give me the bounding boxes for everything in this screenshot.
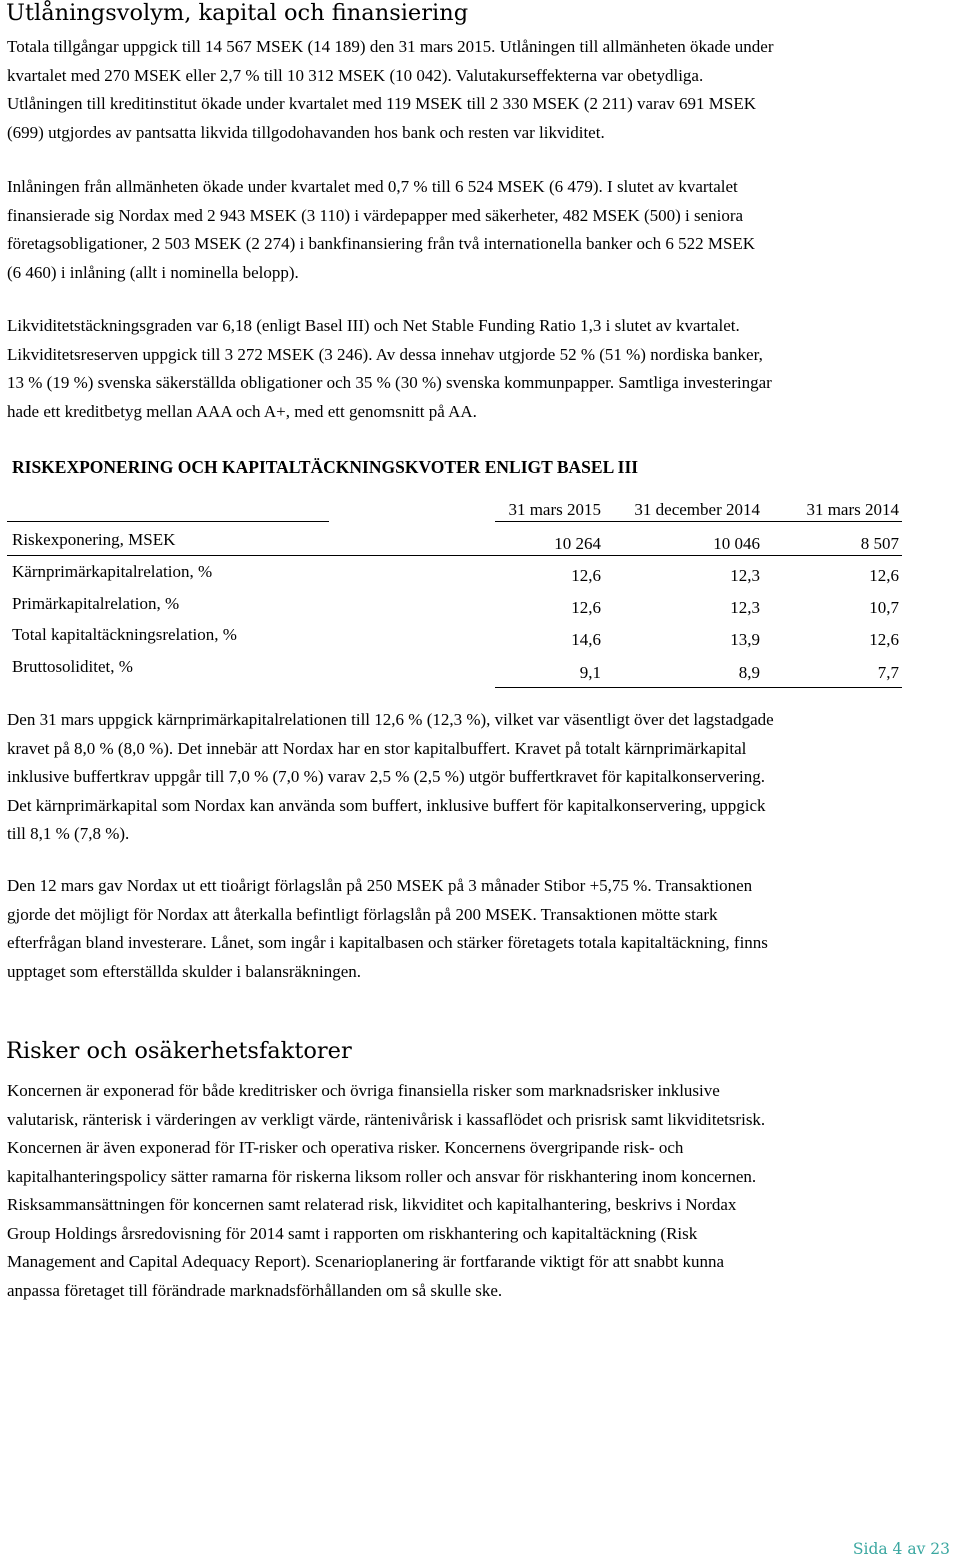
text-line: efterfrågan bland investerare. Lånet, som ingår i kapitalbasen och stärker företagets totala kapitaltäckning, finns	[7, 933, 768, 952]
column-header: 31 mars 2014	[806, 500, 899, 519]
section-heading-risks: Risker och osäkerhetsfaktorer	[6, 1038, 352, 1064]
text-line: Det kärnprimärkapital som Nordax kan använda som buffert, inklusive buffert för kapitalkonservering, uppgick	[7, 795, 766, 815]
text-line: till 8,1 % (7,8 %).	[7, 824, 130, 843]
cell-value: 10 264	[554, 534, 601, 553]
text-line: 13 % (19 %) svenska säkerställda obligationer och 35 % (30 %) svenska kommunpapper. Samtliga investeringar	[7, 373, 772, 392]
text-line: valutarisk, ränterisk i värderingen av verkligt värde, räntenivårisk i kassaflödet och prisrisk samt likviditetsrisk.	[7, 1109, 766, 1129]
text-line: kravet på 8,0 % (8,0 %). Det innebär att Nordax har en stor kapitalbuffert. Kravet på totalt kärnprimärkapital	[7, 738, 747, 758]
table-header-rule	[7, 521, 329, 522]
row-label: Riskexponering, MSEK	[12, 530, 176, 549]
cell-value: 12,3	[730, 566, 760, 585]
text-line: Utlåningen till kreditinstitut ökade under kvartalet med 119 MSEK till 2 330 MSEK (2 211) varav 691 MSEK	[7, 94, 756, 113]
text-line: Den 12 mars gav Nordax ut ett tioårigt förlagslån på 250 MSEK på 3 månader Stibor +5,75 %. Transaktionen	[7, 876, 753, 895]
capital-ratio-table	[0, 0, 960, 700]
cell-value: 9,1	[579, 663, 601, 682]
text-line: företagsobligationer, 2 503 MSEK (2 274) i bankfinansiering från två internationella banker och 6 522 MSEK	[7, 234, 756, 253]
text-line: finansierade sig Nordax med 2 943 MSEK (3 110) i värdepapper med säkerheter, 482 MSEK (500) i seniora	[7, 205, 744, 225]
row-label: Bruttosoliditet, %	[12, 657, 133, 676]
text-line: upptaget som efterställda skulder i balansräkningen.	[7, 961, 362, 981]
cell-value: 12,6	[869, 630, 899, 649]
text-line: kvartalet med 270 MSEK eller 2,7 % till 10 312 MSEK (10 042). Valutakurseffekterna var obetydliga.	[7, 65, 704, 85]
cell-value: 14,6	[571, 630, 601, 649]
cell-value: 12,6	[869, 566, 899, 585]
row-label: Kärnprimärkapitalrelation, %	[12, 562, 213, 581]
text-line: hade ett kreditbetyg mellan AAA och A+, med ett genomsnitt på AA.	[7, 401, 477, 421]
text-line: gjorde det möjligt för Nordax att återkalla befintligt förlagslån på 200 MSEK. Transaktionen mötte stark	[7, 904, 718, 924]
column-header: 31 mars 2015	[508, 500, 601, 519]
cell-value: 12,6	[571, 566, 601, 585]
cell-value: 10,7	[869, 598, 899, 617]
paragraph-capital-ratio	[7, 706, 952, 849]
cell-value: 7,7	[877, 663, 899, 682]
text-line: Koncernen är exponerad för både kreditrisker och övriga finansiella risker som marknadsrisker inklusive	[7, 1081, 720, 1100]
text-line: kapitalhanteringspolicy sätter ramarna för riskerna liksom roller och ansvar för riskhantering inom koncernen.	[7, 1166, 757, 1186]
section-heading-lending: Utlåningsvolym, kapital och finansiering	[6, 0, 469, 26]
paragraph-risks	[7, 1077, 952, 1305]
column-header: 31 december 2014	[634, 500, 760, 519]
row-label: Total kapitaltäckningsrelation, %	[12, 625, 237, 644]
row-label: Primärkapitalrelation, %	[12, 594, 180, 613]
cell-value: 13,9	[730, 630, 760, 649]
table-bottom-rule	[495, 687, 902, 688]
text-line: (6 460) i inlåning (allt i nominella belopp).	[7, 262, 299, 282]
cell-value: 10 046	[713, 534, 760, 553]
text-line: Inlåningen från allmänheten ökade under kvartalet med 0,7 % till 6 524 MSEK (6 479). I slutet av kvartalet	[7, 177, 738, 196]
cell-value: 8,9	[738, 663, 760, 682]
text-line: Management and Capital Adequacy Report). Scenarioplanering är fortfarande viktigt för att snabbt kunna	[7, 1252, 725, 1271]
text-line: Group Holdings årsredovisning för 2014 samt i rapporten om riskhantering och kapitaltäckning (Risk	[7, 1223, 698, 1243]
text-line: anpassa företaget till förändrade marknadsförhållanden om så skulle ske.	[7, 1280, 503, 1300]
paragraph-subordinated-loan	[7, 872, 952, 986]
text-line: Totala tillgångar uppgick till 14 567 MSEK (14 189) den 31 mars 2015. Utlåningen till allmänheten ökade under	[7, 37, 774, 56]
text-line: Den 31 mars uppgick kärnprimärkapitalrelationen till 12,6 % (12,3 %), vilket var väsentligt över det lagstadgade	[7, 710, 774, 729]
table-title: RISKEXPONERING OCH KAPITALTÄCKNINGSKVOTER ENLIGT BASEL III	[12, 457, 639, 477]
page-number: Sida 4 av 23	[852, 1540, 950, 1558]
text-line: inklusive buffertkrav uppgår till 7,0 % (7,0 %) varav 2,5 % (2,5 %) utgör buffertkravet för kapitalkonservering.	[7, 767, 766, 786]
text-line: Likviditetsreserven uppgick till 3 272 MSEK (3 246). Av dessa innehav utgjorde 52 % (51 %) nordiska banker,	[7, 344, 763, 364]
text-line: Koncernen är även exponerad för IT-risker och operativa risker. Koncernens övergripande risk- och	[7, 1138, 684, 1157]
text-line: (699) utgjordes av pantsatta likvida tillgodohavanden hos bank och resten var likviditet.	[7, 122, 605, 142]
cell-value: 8 507	[860, 534, 899, 553]
table-header-rule	[495, 521, 902, 522]
cell-value: 12,3	[730, 598, 760, 617]
text-line: Risksammansättningen för koncernen samt relaterad risk, likviditet och kapitalhantering, beskrivs i Nordax	[7, 1195, 737, 1214]
row-rule	[7, 555, 902, 556]
text-line: Likviditetstäckningsgraden var 6,18 (enligt Basel III) och Net Stable Funding Ratio 1,3 i slutet av kvartalet.	[7, 316, 740, 335]
cell-value: 12,6	[571, 598, 601, 617]
